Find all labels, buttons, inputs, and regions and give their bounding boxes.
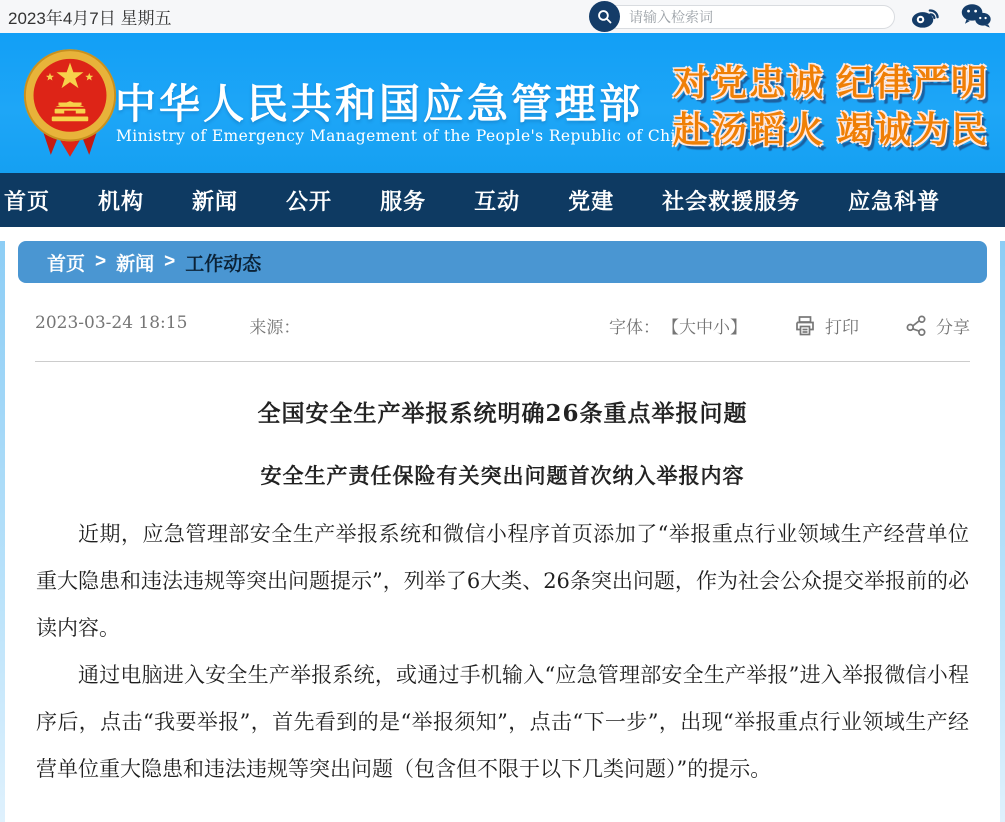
- share-label: 分享: [936, 318, 970, 338]
- search-icon: [596, 8, 613, 25]
- site-masthead: [0, 33, 1005, 173]
- main-navigation: [0, 173, 1005, 227]
- article-datetime: 2023-03-24 18:15: [35, 313, 188, 333]
- nav-item-disclosure[interactable]: 公开: [286, 188, 333, 214]
- article-paragraph: 通过电脑进入安全生产举报系统，或通过手机输入“应急管理部安全生产举报”进入举报微信小程序后，点击“我要举报”，首先看到的是“举报须知”，点击“下一步”，出现“举报重点行业领域生产经营单位重大隐患和违法违规等突出问题（包含但不限于以下几类问题）”的提示。: [36, 663, 969, 781]
- print-button[interactable]: [793, 313, 859, 338]
- article-paragraph: 近期，应急管理部安全生产举报系统和微信小程序首页添加了“举报重点行业领域生产经营单位重大隐患和违法违规等突出问题提示”，列举了6大类、26条突出问题，作为社会公众提交举报前的必读内容。: [36, 522, 969, 640]
- nav-item-interact[interactable]: 互动: [474, 188, 521, 214]
- current-date: 2023年4月7日 星期五: [8, 9, 172, 28]
- left-border-strip: [0, 241, 5, 822]
- breadcrumb-current: 工作动态: [185, 253, 262, 275]
- nav-item-party[interactable]: 党建: [568, 188, 615, 214]
- share-icon: [905, 314, 928, 337]
- article-title: 全国安全生产举报系统明确26条重点举报问题: [257, 400, 748, 427]
- content-area: [0, 241, 1005, 822]
- article-meta-bar: [35, 283, 970, 362]
- nav-item-social-rescue[interactable]: 社会救援服务: [662, 188, 801, 214]
- wechat-icon[interactable]: [961, 2, 992, 29]
- article-body: [36, 511, 969, 793]
- right-border-strip: [1000, 241, 1005, 822]
- slogan-line-1: 对党忠诚 纪律严明: [672, 62, 989, 103]
- site-subtitle-english: Ministry of Emergency Management of the People's Republic of China: [116, 127, 696, 145]
- search-button[interactable]: [589, 1, 620, 32]
- nav-item-science[interactable]: 应急科普: [848, 188, 941, 214]
- nav-item-orgs[interactable]: 机构: [98, 188, 145, 214]
- national-emblem: [22, 47, 118, 159]
- social-links: [911, 2, 992, 29]
- breadcrumb: [18, 241, 987, 283]
- breadcrumb-news[interactable]: 新闻: [116, 253, 155, 275]
- breadcrumb-separator: >: [164, 251, 176, 272]
- site-search: [589, 4, 895, 30]
- nav-item-home[interactable]: 首页: [4, 188, 51, 214]
- article-subtitle: 安全生产责任保险有关突出问题首次纳入举报内容: [260, 463, 745, 488]
- article-source-label: 来源：: [249, 318, 301, 338]
- weibo-icon[interactable]: [911, 2, 942, 29]
- top-utility-bar: [0, 0, 1005, 33]
- nav-item-services[interactable]: 服务: [380, 188, 427, 214]
- search-input[interactable]: [629, 6, 869, 27]
- breadcrumb-home[interactable]: 首页: [47, 253, 86, 275]
- font-size-options[interactable]: 【大中小】: [662, 318, 747, 338]
- slogan-line-2: 赴汤蹈火 竭诚为民: [672, 109, 989, 150]
- nav-item-news[interactable]: 新闻: [192, 188, 239, 214]
- share-button[interactable]: [905, 313, 970, 338]
- slogan-banner: [673, 59, 989, 153]
- site-title: 中华人民共和国应急管理部: [115, 81, 643, 127]
- article-meta-right: [609, 313, 970, 338]
- printer-icon: [793, 314, 817, 338]
- article-meta-left: [35, 313, 300, 338]
- print-label: 打印: [825, 318, 859, 338]
- breadcrumb-separator: >: [95, 251, 107, 272]
- font-size-label: 字体：: [609, 318, 660, 338]
